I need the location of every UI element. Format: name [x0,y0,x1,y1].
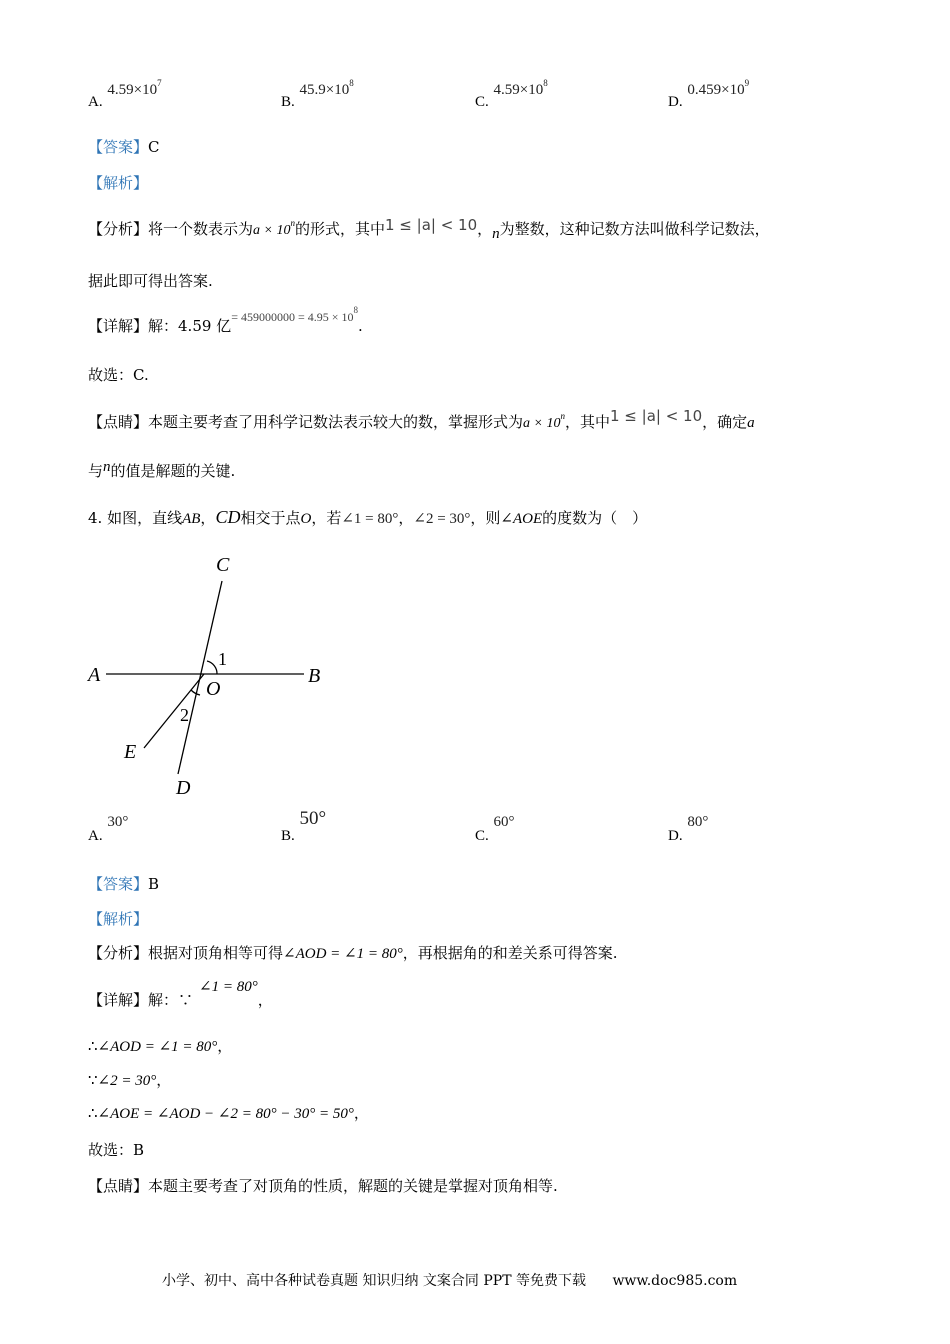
dianjing-n: n [103,459,111,475]
dianjing-text: ，其中 [564,413,610,431]
detail-text: 解：4.59 亿 [148,317,232,335]
q3-dianjing [88,407,755,432]
stem-line-ab: AB [182,511,201,527]
q3-fenxi [88,216,770,242]
q3-answer [88,136,160,157]
option-letter: B. [281,828,295,844]
stem-angle-2: ∠2 = 30° [413,511,471,527]
dianjing-label: 【点睛】 [88,1177,149,1195]
stem-text: ，若 [311,509,342,527]
fenxi-range: 1 ≤ |a| < 10 [385,216,478,234]
page-footer [162,1270,737,1290]
fenxi-text: ，再根据角的和差关系可得答案. [402,944,618,962]
angle-1-arc [207,661,217,674]
fenxi-text: 为整数，这种记数方法叫做科学记数法， [499,220,770,238]
option-value: 80° [687,814,709,830]
ray-oe [144,674,204,748]
option-value: $4.59\times 10^7$ [107,78,162,98]
dianjing-label: 【点睛】 [88,413,149,431]
q4-option-c [475,812,515,844]
q4-answer [88,873,159,894]
dianjing-a: a [747,415,755,431]
q3-choose: 故选：C. [88,366,149,384]
stem-angle-aoe: ∠AOE [500,511,543,527]
answer-label: 【答案】 [88,138,149,156]
stem-line-cd: CD [215,507,241,527]
label-c: C [216,554,230,576]
detail-end: . [358,317,363,335]
step-formula: ∠AOE = ∠AOD − ∠2 = 80° − 30° = 50° [97,1106,354,1122]
option-letter: A. [88,94,103,110]
option-value: $45.9\times 10^8$ [299,78,354,98]
detail-text: 解：∵ [148,991,194,1009]
label-o: O [206,678,221,700]
q3-dianjing-line2 [88,460,235,481]
q3-option-c [475,78,548,110]
step-end: ， [217,1037,233,1055]
option-letter: D. [668,94,683,110]
option-letter: D. [668,828,683,844]
label-b: B [308,665,321,687]
footer-text: 小学、初中、高中各种试卷真题 知识归纳 文案合同 PPT 等免费下载 [162,1273,586,1289]
label-angle-1: 1 [218,649,227,669]
option-value: 50° [299,808,327,829]
q3-option-b [281,78,354,110]
option-letter: B. [281,94,295,110]
stem-text: ，则 [470,509,501,527]
label-e: E [124,741,137,763]
footer-url[interactable]: www.doc985.com [612,1273,738,1289]
option-value: $0.459\times 10^9$ [687,78,750,98]
dianjing-text: 本题主要考查了对顶角的性质，解题的关键是掌握对顶角相等. [148,1177,558,1195]
option-value: $4.59\times 10^8$ [493,78,548,98]
stem-angle-1: ∠1 = 80° [341,511,399,527]
stem-text: ， [200,509,216,527]
q4-stem [88,507,647,528]
label-angle-2: 2 [180,705,189,725]
fenxi-formula: ∠AOD = ∠1 = 80° [283,946,403,962]
step-end: ， [353,1104,369,1122]
label-d: D [176,777,191,799]
dianjing-text: 与 [88,462,104,480]
detail-label: 【详解】 [88,991,149,1009]
q3-analysis-label: 【解析】 [88,174,149,192]
option-letter: A. [88,828,103,844]
q4-step-3 [88,1102,369,1123]
detail-end: ， [257,991,273,1009]
q4-detail [88,979,273,1010]
option-value: 30° [107,814,129,830]
therefore-symbol: ∴ [88,1104,98,1122]
answer-value: C [148,138,160,156]
q4-analysis-label: 【解析】 [88,910,149,928]
fenxi-text: 根据对顶角相等可得 [148,944,284,962]
option-value: 60° [493,814,515,830]
fenxi-text: ， [477,220,493,238]
detail-formula: = 459000000 = 4.95 × 108 [231,305,358,324]
step-formula: ∠AOD = ∠1 = 80° [97,1039,218,1055]
q4-step-1 [88,1035,232,1056]
dianjing-range: 1 ≤ |a| < 10 [610,407,703,425]
fenxi-n: n [492,226,500,242]
fenxi-text: 的形式，其中 [294,220,385,238]
fenxi-formula: $a \times 10^n$ [253,218,295,238]
stem-text: 相交于点 [240,509,301,527]
fenxi-label: 【分析】 [88,220,149,238]
answer-label: 【答案】 [88,875,149,893]
option-letter: C. [475,828,489,844]
q4-option-a [88,812,129,844]
q3-option-d [668,78,750,110]
stem-text: 4. 如图，直线 [88,509,183,527]
answer-value: B [148,875,160,893]
angle-2-arc [191,690,200,695]
q4-dianjing [88,1175,558,1196]
fenxi-label: 【分析】 [88,944,149,962]
q4-choose: 故选：B [88,1141,145,1159]
q4-option-d [668,812,709,844]
because-symbol: ∵ [88,1071,98,1089]
stem-text: ， [398,509,414,527]
label-a: A [88,664,101,686]
detail-label: 【详解】 [88,317,149,335]
step-end: ， [156,1071,172,1089]
detail-formula: ∠1 = 80° [199,979,258,995]
dianjing-formula: $a \times 10^n$ [523,411,565,431]
stem-text: 的度数为（ ） [542,509,648,527]
option-letter: C. [475,94,489,110]
fenxi-text: 将一个数表示为 [148,220,254,238]
q3-fenxi-line2: 据此即可得出答案. [88,272,213,290]
q3-option-a [88,78,162,110]
dianjing-text: 本题主要考查了用科学记数法表示较大的数，掌握形式为 [148,413,524,431]
q4-figure [80,545,340,805]
dianjing-text: 的值是解题的关键. [110,462,236,480]
q4-option-b [281,808,327,844]
step-formula: ∠2 = 30° [97,1073,157,1089]
q4-step-2 [88,1069,171,1090]
stem-point-o: O [300,511,312,527]
q4-fenxi [88,942,618,963]
therefore-symbol: ∴ [88,1037,98,1055]
dianjing-text: ，确定 [702,413,748,431]
